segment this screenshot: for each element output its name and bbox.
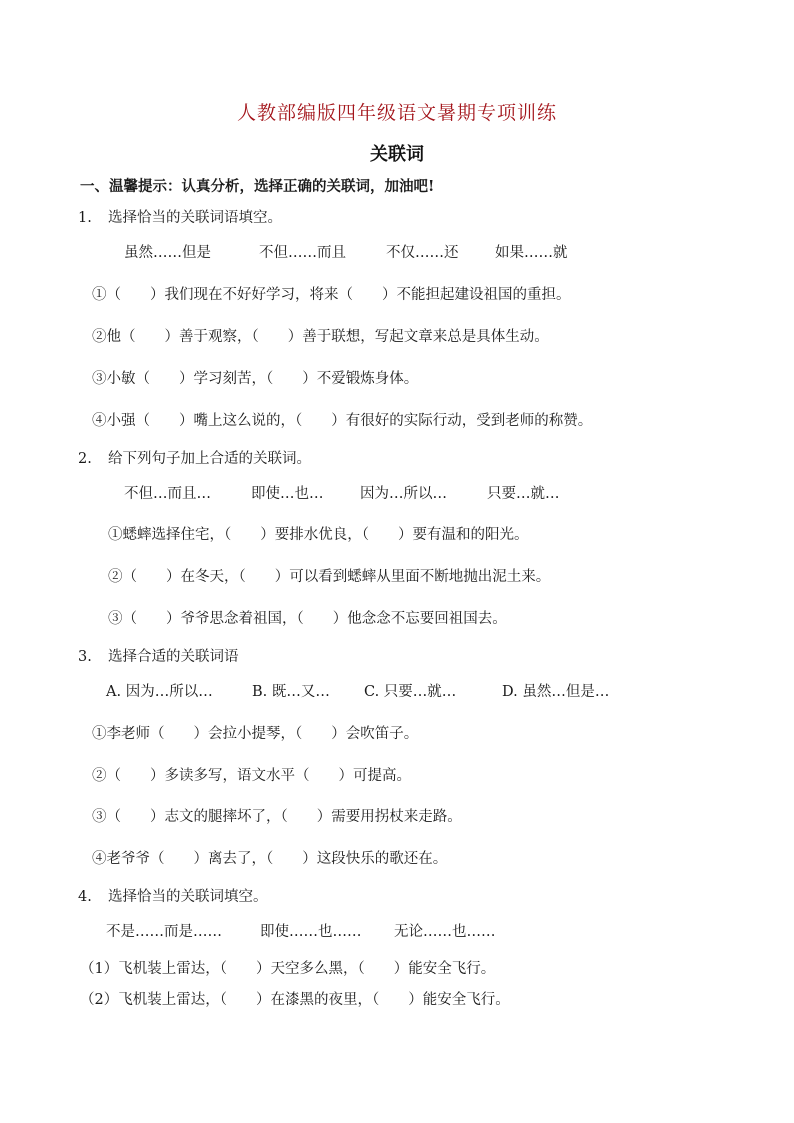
question-number: 3.	[78, 649, 92, 665]
option: 虽然……但是	[124, 245, 211, 261]
question-number: 4.	[78, 889, 92, 905]
section-intro: 一、温馨提示：认真分析，选择正确的关联词，加油吧!	[80, 178, 435, 195]
option: 只要…就…	[487, 486, 560, 502]
option: 不是……而是……	[106, 924, 222, 940]
option: C. 只要…就…	[364, 684, 457, 700]
q4-item-1: （1）飞机装上雷达，（ ）天空多么黑，（ ）能安全飞行。	[80, 961, 496, 977]
option: 不但……而且	[259, 245, 346, 261]
option: B. 既…又…	[252, 684, 330, 700]
q2-item-2: ②（ ）在冬天，（ ）可以看到蟋蟀从里面不断地抛出泥土来。	[108, 569, 551, 585]
q2-item-3: ③（ ）爷爷思念着祖国，（ ）他念念不忘要回祖国去。	[108, 611, 507, 627]
option: 即使……也……	[260, 924, 362, 940]
q1-item-2: ②他（ ）善于观察，（ ）善于联想，写起文章来总是具体生动。	[92, 329, 549, 345]
question-4	[78, 887, 268, 907]
q1-item-3: ③小敏（ ）学习刻苦，（ ）不爱锻炼身体。	[92, 371, 419, 387]
question-text: 选择恰当的关联词语填空。	[108, 210, 282, 226]
option: 如果……就	[495, 245, 568, 261]
q3-item-1: ①李老师（ ）会拉小提琴，（ ）会吹笛子。	[92, 726, 419, 742]
option: D. 虽然…但是…	[502, 684, 610, 700]
page-subtitle: 关联词	[370, 144, 424, 165]
q3-item-2: ②（ ）多读多写，语文水平（ ）可提高。	[92, 768, 411, 784]
question-number: 2.	[78, 451, 92, 467]
q1-item-1: ①（ ）我们现在不好好学习，将来（ ）不能担起建设祖国的重担。	[92, 287, 571, 303]
question-2	[78, 449, 311, 469]
q4-item-2: （2）飞机装上雷达，（ ）在漆黑的夜里，（ ）能安全飞行。	[80, 992, 510, 1008]
question-3	[78, 647, 239, 667]
q1-item-4: ④小强（ ）嘴上这么说的，（ ）有很好的实际行动，受到老师的称赞。	[92, 413, 593, 429]
option: 即使…也…	[251, 486, 324, 502]
question-text: 选择恰当的关联词填空。	[108, 889, 268, 905]
option: 无论……也……	[394, 924, 496, 940]
option: 不仅……还	[386, 245, 459, 261]
q3-item-3: ③（ ）志文的腿摔坏了，（ ）需要用拐杖来走路。	[92, 809, 462, 825]
q2-item-1: ①蟋蟀选择住宅，（ ）要排水优良，（ ）要有温和的阳光。	[108, 527, 529, 543]
q3-item-4: ④老爷爷（ ）离去了，（ ）这段快乐的歌还在。	[92, 851, 448, 867]
option: 不但…而且…	[124, 486, 211, 502]
question-text: 给下列句子加上合适的关联词。	[108, 451, 311, 467]
question-text: 选择合适的关联词语	[108, 649, 239, 665]
question-number: 1.	[78, 210, 92, 226]
option: 因为…所以…	[360, 486, 447, 502]
option: A. 因为…所以…	[106, 684, 213, 700]
question-1	[78, 208, 282, 228]
page-title: 人教部编版四年级语文暑期专项训练	[236, 102, 557, 124]
